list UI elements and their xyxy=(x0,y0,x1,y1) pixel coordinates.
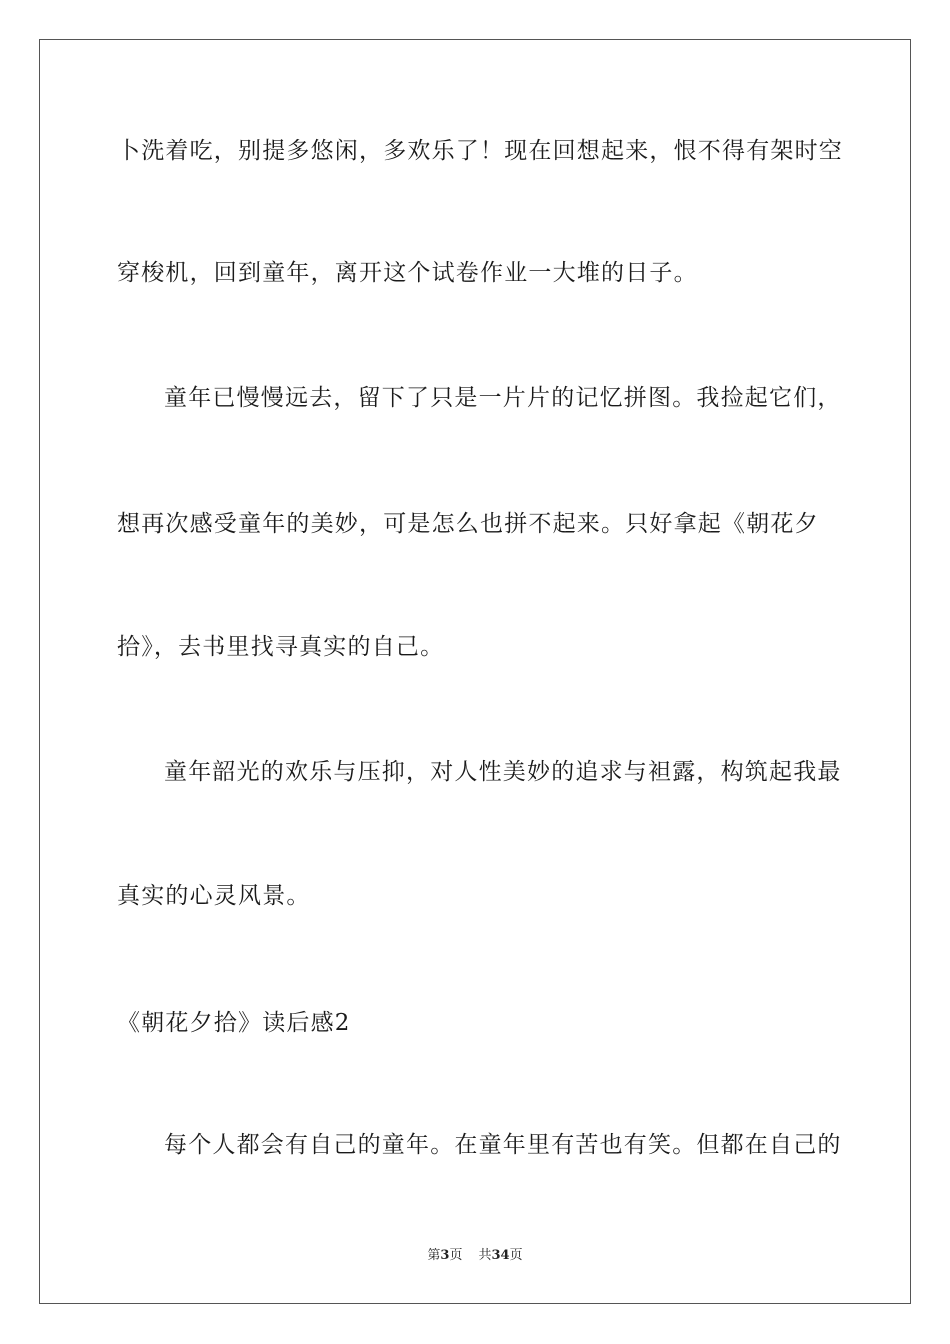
footer-total-pages: 34 xyxy=(491,1248,510,1263)
page-footer xyxy=(0,1247,950,1265)
paragraph-start-line-6: 童年韶光的欢乐与压抑，对人性美妙的追求与袒露，构筑起我最 xyxy=(164,759,842,785)
text-line-5: 拾》，去书里找寻真实的自己。 xyxy=(117,634,445,660)
section-heading: 《朝花夕拾》读后感2 xyxy=(117,1010,351,1036)
footer-total-prefix: 共 xyxy=(478,1248,492,1263)
footer-total-suffix: 页 xyxy=(509,1248,523,1263)
footer-page-number: 3 xyxy=(440,1248,450,1263)
footer-page-suffix: 页 xyxy=(449,1248,463,1263)
text-line-1: 卜洗着吃，别提多悠闲，多欢乐了！现在回想起来，恨不得有架时空 xyxy=(117,138,843,164)
page-border xyxy=(39,39,911,1304)
text-line-2: 穿梭机，回到童年，离开这个试卷作业一大堆的日子。 xyxy=(117,260,698,286)
paragraph-start-line-9: 每个人都会有自己的童年。在童年里有苦也有笑。但都在自己的 xyxy=(164,1132,842,1158)
paragraph-start-line-3: 童年已慢慢远去，留下了只是一片片的记忆拼图。我捡起它们， xyxy=(164,385,842,411)
text-line-7: 真实的心灵风景。 xyxy=(117,883,311,909)
footer-page-prefix: 第 xyxy=(427,1248,441,1263)
text-line-4: 想再次感受童年的美妙，可是怎么也拼不起来。只好拿起《朝花夕 xyxy=(117,511,819,537)
